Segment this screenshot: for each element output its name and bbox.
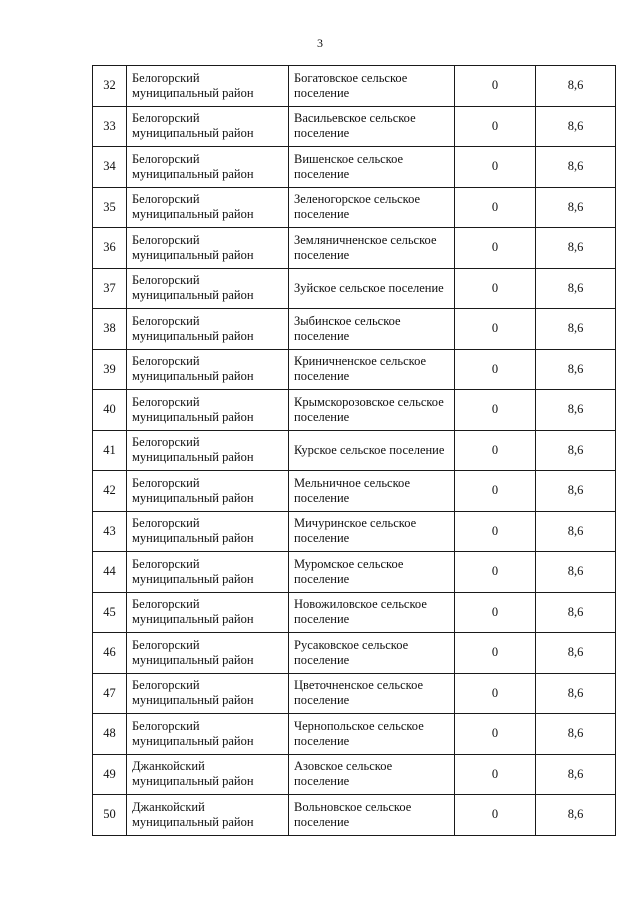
table-row [93,390,616,431]
district-name: Белогорский муниципальный район [127,673,289,714]
table-row [93,673,616,714]
table-row [93,309,616,350]
value-second: 8,6 [536,187,616,228]
row-number: 50 [93,795,127,836]
page-number: 3 [317,36,323,50]
district-name: Белогорский муниципальный район [127,552,289,593]
value-first: 0 [455,147,536,188]
row-number: 33 [93,106,127,147]
value-second: 8,6 [536,147,616,188]
settlement-name: Зеленогорское сельское поселение [289,187,455,228]
table-row [93,592,616,633]
row-number: 34 [93,147,127,188]
settlement-name: Крымскорозовское сельское поселение [289,390,455,431]
row-number: 44 [93,552,127,593]
row-number: 43 [93,511,127,552]
settlement-name: Русаковское сельское поселение [289,633,455,674]
settlement-name: Мичуринское сельское поселение [289,511,455,552]
value-first: 0 [455,66,536,107]
row-number: 37 [93,268,127,309]
settlement-name: Азовское сельское поселение [289,754,455,795]
settlement-name: Зыбинское сельское поселение [289,309,455,350]
table-row [93,147,616,188]
row-number: 40 [93,390,127,431]
row-number: 36 [93,228,127,269]
value-first: 0 [455,633,536,674]
row-number: 39 [93,349,127,390]
value-second: 8,6 [536,309,616,350]
district-name: Белогорский муниципальный район [127,349,289,390]
value-first: 0 [455,471,536,512]
row-number: 45 [93,592,127,633]
row-number: 38 [93,309,127,350]
district-name: Белогорский муниципальный район [127,592,289,633]
district-name: Белогорский муниципальный район [127,471,289,512]
settlement-name: Чернопольское сельское поселение [289,714,455,755]
district-name: Белогорский муниципальный район [127,714,289,755]
value-second: 8,6 [536,552,616,593]
settlement-name: Криничненское сельское поселение [289,349,455,390]
district-name: Белогорский муниципальный район [127,106,289,147]
value-first: 0 [455,309,536,350]
table-row [93,633,616,674]
settlement-name: Цветочненское сельское поселение [289,673,455,714]
value-first: 0 [455,430,536,471]
district-name: Белогорский муниципальный район [127,511,289,552]
settlement-name: Земляничненское сельское поселение [289,228,455,269]
district-name: Белогорский муниципальный район [127,228,289,269]
table-row [93,187,616,228]
district-name: Белогорский муниципальный район [127,187,289,228]
settlement-name: Новожиловское сельское поселение [289,592,455,633]
row-number: 41 [93,430,127,471]
table-row [93,471,616,512]
value-second: 8,6 [536,430,616,471]
row-number: 46 [93,633,127,674]
district-name: Белогорский муниципальный район [127,66,289,107]
value-second: 8,6 [536,673,616,714]
settlement-name: Вишенское сельское поселение [289,147,455,188]
value-second: 8,6 [536,349,616,390]
district-name: Джанкойский муниципальный район [127,754,289,795]
row-number: 48 [93,714,127,755]
row-number: 47 [93,673,127,714]
value-first: 0 [455,349,536,390]
value-first: 0 [455,390,536,431]
table-row [93,268,616,309]
value-first: 0 [455,187,536,228]
value-second: 8,6 [536,754,616,795]
settlement-name: Вольновское сельское поселение [289,795,455,836]
table-row [93,106,616,147]
value-second: 8,6 [536,66,616,107]
table-row [93,66,616,107]
district-name: Джанкойский муниципальный район [127,795,289,836]
value-first: 0 [455,228,536,269]
row-number: 32 [93,66,127,107]
value-first: 0 [455,714,536,755]
value-first: 0 [455,754,536,795]
value-first: 0 [455,795,536,836]
settlement-name: Мельничное сельское поселение [289,471,455,512]
district-name: Белогорский муниципальный район [127,309,289,350]
table-row [93,714,616,755]
value-second: 8,6 [536,633,616,674]
table-row [93,349,616,390]
value-second: 8,6 [536,714,616,755]
settlement-name: Васильевское сельское поселение [289,106,455,147]
value-second: 8,6 [536,795,616,836]
value-second: 8,6 [536,228,616,269]
value-second: 8,6 [536,268,616,309]
district-name: Белогорский муниципальный район [127,430,289,471]
settlement-name: Зуйское сельское поселение [289,268,455,309]
table-body [93,66,616,836]
value-second: 8,6 [536,106,616,147]
value-first: 0 [455,106,536,147]
district-name: Белогорский муниципальный район [127,390,289,431]
value-second: 8,6 [536,390,616,431]
district-name: Белогорский муниципальный район [127,633,289,674]
value-second: 8,6 [536,592,616,633]
value-first: 0 [455,511,536,552]
row-number: 35 [93,187,127,228]
table-row [93,430,616,471]
table-row [93,754,616,795]
allocation-table [92,65,616,836]
row-number: 42 [93,471,127,512]
table-row [93,511,616,552]
value-first: 0 [455,552,536,593]
table-row [93,795,616,836]
row-number: 49 [93,754,127,795]
district-name: Белогорский муниципальный район [127,147,289,188]
settlement-name: Курское сельское поселение [289,430,455,471]
table-row [93,228,616,269]
value-first: 0 [455,673,536,714]
value-second: 8,6 [536,511,616,552]
district-name: Белогорский муниципальный район [127,268,289,309]
value-first: 0 [455,268,536,309]
value-second: 8,6 [536,471,616,512]
value-first: 0 [455,592,536,633]
settlement-name: Муромское сельское поселение [289,552,455,593]
table-row [93,552,616,593]
settlement-name: Богатовское сельское поселение [289,66,455,107]
